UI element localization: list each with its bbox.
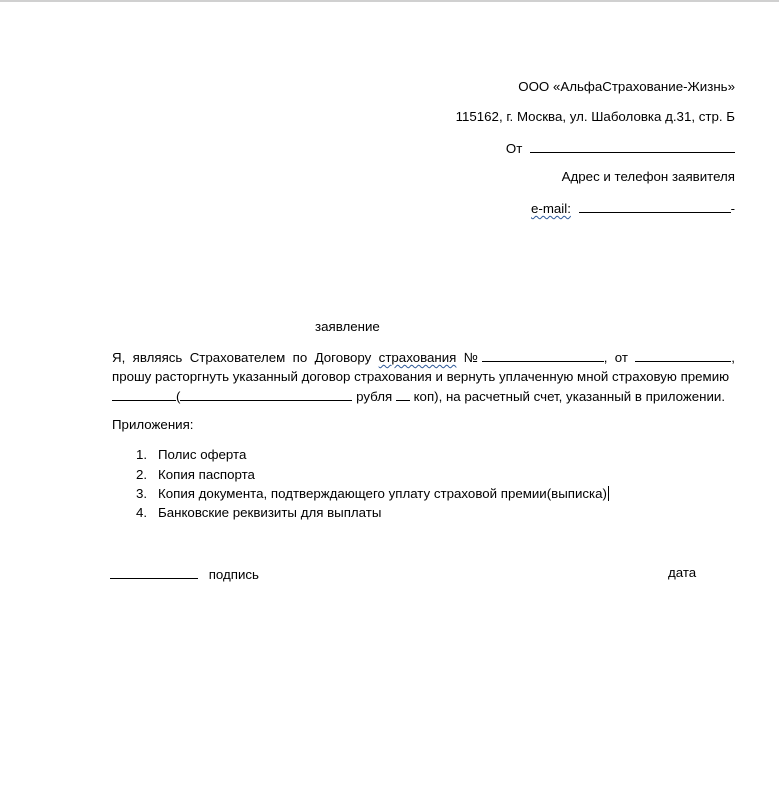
body-line-1-text: Я, являясь Страхователем по Договору bbox=[112, 350, 372, 365]
email-tail: - bbox=[730, 201, 736, 216]
text-cursor bbox=[608, 486, 609, 501]
amount-words-blank[interactable] bbox=[180, 387, 352, 401]
kop-text: коп), на расчетный счет, указанный в приложении. bbox=[413, 389, 726, 404]
list-number: 2. bbox=[136, 467, 148, 482]
body-line-2: прошу расторгнуть указанный договор страхования и вернуть уплаченную мной страховую премию bbox=[112, 369, 730, 384]
signature-label: подпись bbox=[208, 567, 259, 582]
signature-line bbox=[110, 565, 259, 583]
number-sign: № bbox=[463, 350, 482, 365]
list-number: 1. bbox=[136, 447, 148, 462]
body-line-1 bbox=[112, 348, 735, 366]
from-date-label: , от bbox=[603, 350, 628, 365]
list-item bbox=[136, 486, 609, 502]
paren-open: ( bbox=[176, 389, 181, 404]
email-label: e-mail: bbox=[531, 201, 571, 216]
contract-date-blank[interactable] bbox=[635, 348, 731, 362]
amount-blank[interactable] bbox=[112, 387, 176, 401]
applicant-contact: Адрес и телефон заявителя bbox=[561, 169, 735, 184]
list-item-text: Копия документа, подтверждающего уплату страховой премии(выписка) bbox=[158, 486, 607, 501]
line-1-comma: , bbox=[731, 350, 735, 365]
list-item-text: Банковские реквизиты для выплаты bbox=[158, 505, 382, 520]
list-item-text: Копия паспорта bbox=[158, 467, 255, 482]
page-top-border bbox=[0, 0, 779, 2]
from-blank[interactable] bbox=[530, 139, 735, 153]
email-blank[interactable] bbox=[579, 199, 731, 213]
body-line-3 bbox=[112, 387, 725, 405]
email-line bbox=[531, 199, 735, 217]
document-title: заявление bbox=[315, 319, 380, 334]
list-item bbox=[136, 505, 381, 521]
list-number: 3. bbox=[136, 486, 148, 501]
company-address: 115162, г. Москва, ул. Шаболовка д.31, стр. Б bbox=[455, 109, 735, 124]
from-line bbox=[506, 139, 735, 157]
contract-number-blank[interactable] bbox=[482, 348, 604, 362]
rub-label: рубля bbox=[356, 389, 393, 404]
list-item bbox=[136, 467, 255, 483]
word-strakhovaniya: страхования bbox=[378, 350, 457, 365]
attachments-label: Приложения: bbox=[112, 417, 194, 432]
list-item-text: Полис оферта bbox=[158, 447, 247, 462]
kop-blank[interactable] bbox=[396, 387, 410, 401]
signature-blank[interactable] bbox=[110, 565, 198, 579]
list-number: 4. bbox=[136, 505, 148, 520]
list-item bbox=[136, 447, 246, 463]
date-label: дата bbox=[668, 565, 697, 580]
from-label: От bbox=[505, 141, 523, 156]
company-name: ООО «АльфаСтрахование-Жизнь» bbox=[518, 79, 735, 94]
